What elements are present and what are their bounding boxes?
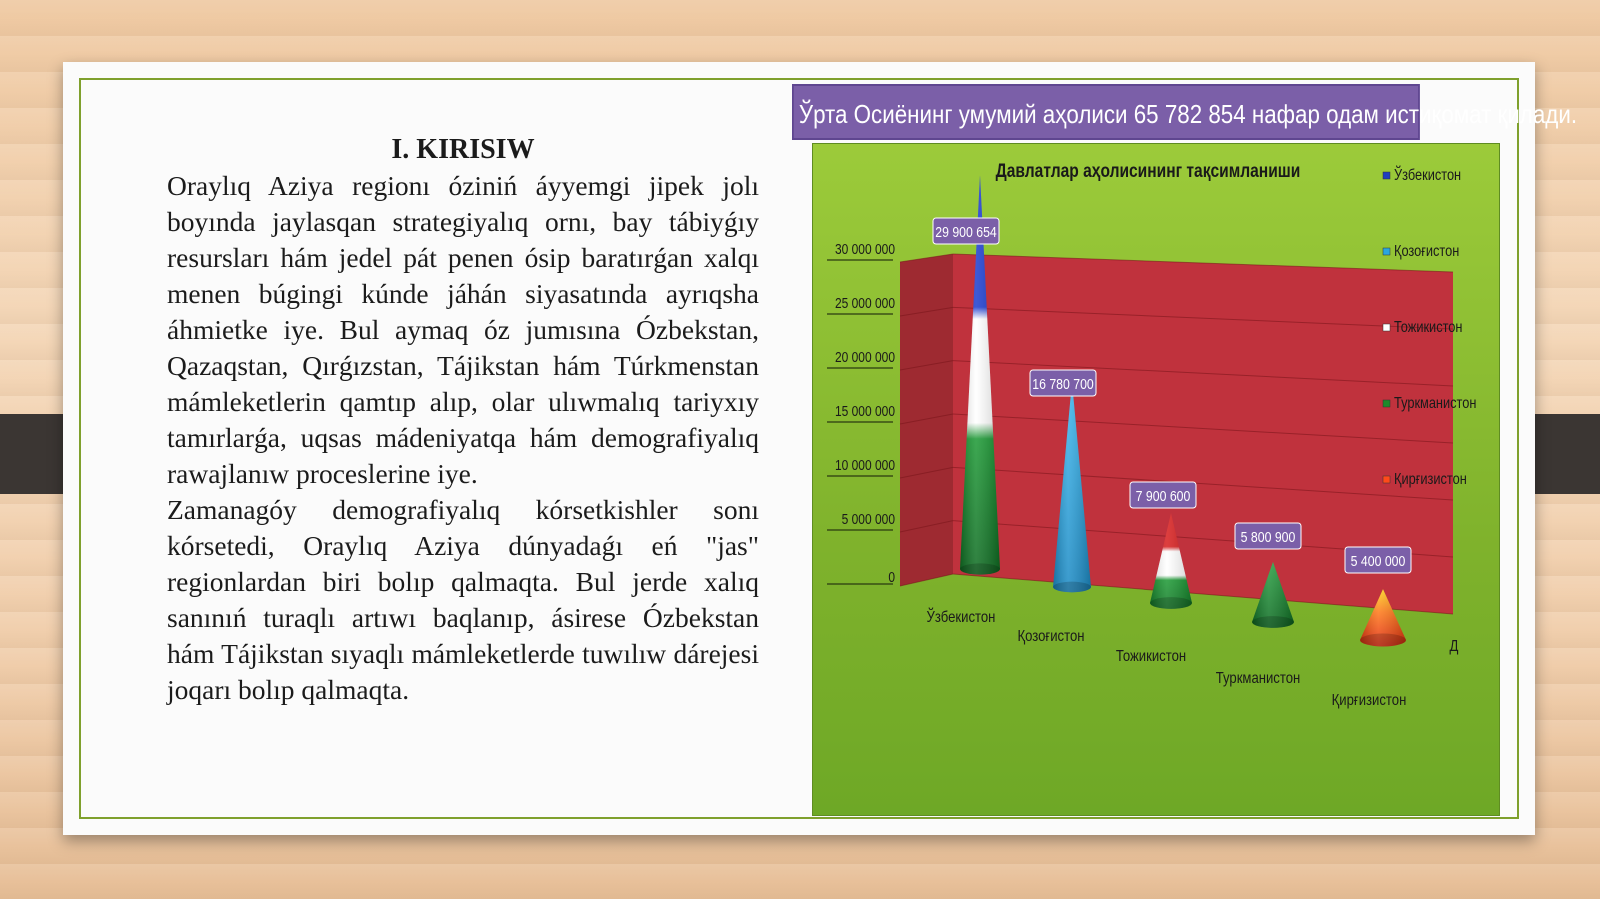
data-label: 5 400 000 (1350, 552, 1406, 570)
side-wall (900, 254, 953, 586)
cone-base (1360, 634, 1406, 647)
cone-base (1053, 582, 1091, 593)
data-label: 16 780 700 (1032, 375, 1094, 393)
legend-entry: Қозоғистон (1394, 242, 1460, 261)
y-tick-label: 20 000 000 (834, 348, 895, 366)
population-banner: Ўрта Осиёнинг умумий аҳолиси 65 782 854 нафар одам истиқомат қилади. (792, 84, 1420, 140)
chart-svg (813, 144, 1499, 815)
legend-entry: Туркманистон (1394, 394, 1477, 413)
y-tick-label: 5 000 000 (841, 510, 895, 528)
category-label: Туркманистон (1215, 669, 1301, 688)
y-tick-label: 10 000 000 (834, 456, 895, 474)
category-label: Қирғизистон (1331, 691, 1407, 710)
data-label: 5 800 900 (1240, 528, 1296, 546)
legend-entry: Тожикистон (1394, 318, 1463, 337)
y-tick-label: 25 000 000 (834, 294, 895, 312)
legend-swatch (1383, 324, 1390, 331)
cone-base (1150, 597, 1192, 609)
legend-swatch (1383, 476, 1390, 483)
intro-paragraph: Oraylıq Aziya regionı óziniń áyyemgi jipek jolı boyında jaylasqan strategiyalıq ornı, bay tábiyǵıy resursları hám jedel pát penen ósip baratırǵan xalqı menen búgingi kúnde jáhán siyasatında ayrıqsha áhmietke iye. Bul aymaq óz jumısına Ózbekstan, Qazaqstan, Qırǵızstan, Tájikstan hám Túrkmenstan mámleketlerin qamtıp alıp, olar ulıwmalıq tariyxıy tamırlarǵa, uqsas mádeniyatqa hám demografiyalıq rawajlanıw proceslerine iye. (167, 170, 759, 489)
demography-paragraph: Zamanagóy demografiyalıq kórsetkishler sonı kórsetedi, Oraylıq Aziya dúnyadaǵı eń "jas" regionlardan biri bolıp qalmaqta. Bul jerde xalıq sanınıń turaqlı artıwı baqlanıp, ásirese Ózbekstan hám Tájikstan sıyaqlı mámleketlerde tuwılıw dárejesi joqarı bolıp qalmaqta. (167, 494, 759, 705)
legend-swatch (1383, 172, 1390, 179)
depth-axis-label: Д (1449, 637, 1459, 656)
data-label: 29 900 654 (935, 223, 997, 241)
data-label: 7 900 600 (1135, 487, 1191, 505)
y-tick-label: 30 000 000 (834, 240, 895, 258)
category-label: Тожикистон (1115, 647, 1187, 666)
legend-swatch (1383, 400, 1390, 407)
chart-title: Давлатлар аҳолисининг тақсимланиши (995, 159, 1301, 182)
category-label: Ўзбекистон (926, 608, 996, 627)
legend-entry: Қирғизистон (1394, 470, 1467, 489)
slide-heading: I. KIRISIW (391, 134, 535, 165)
legend-swatch (1383, 248, 1390, 255)
category-label: Қозоғистон (1017, 627, 1085, 646)
population-chart (812, 143, 1500, 816)
y-tick-label: 15 000 000 (834, 402, 895, 420)
cone-base (1252, 616, 1294, 628)
text-block (167, 132, 759, 708)
y-tick-label: 0 (888, 568, 895, 586)
slide (63, 62, 1578, 835)
cone-base (960, 563, 1000, 574)
legend-entry: Ўзбекистон (1394, 166, 1462, 185)
